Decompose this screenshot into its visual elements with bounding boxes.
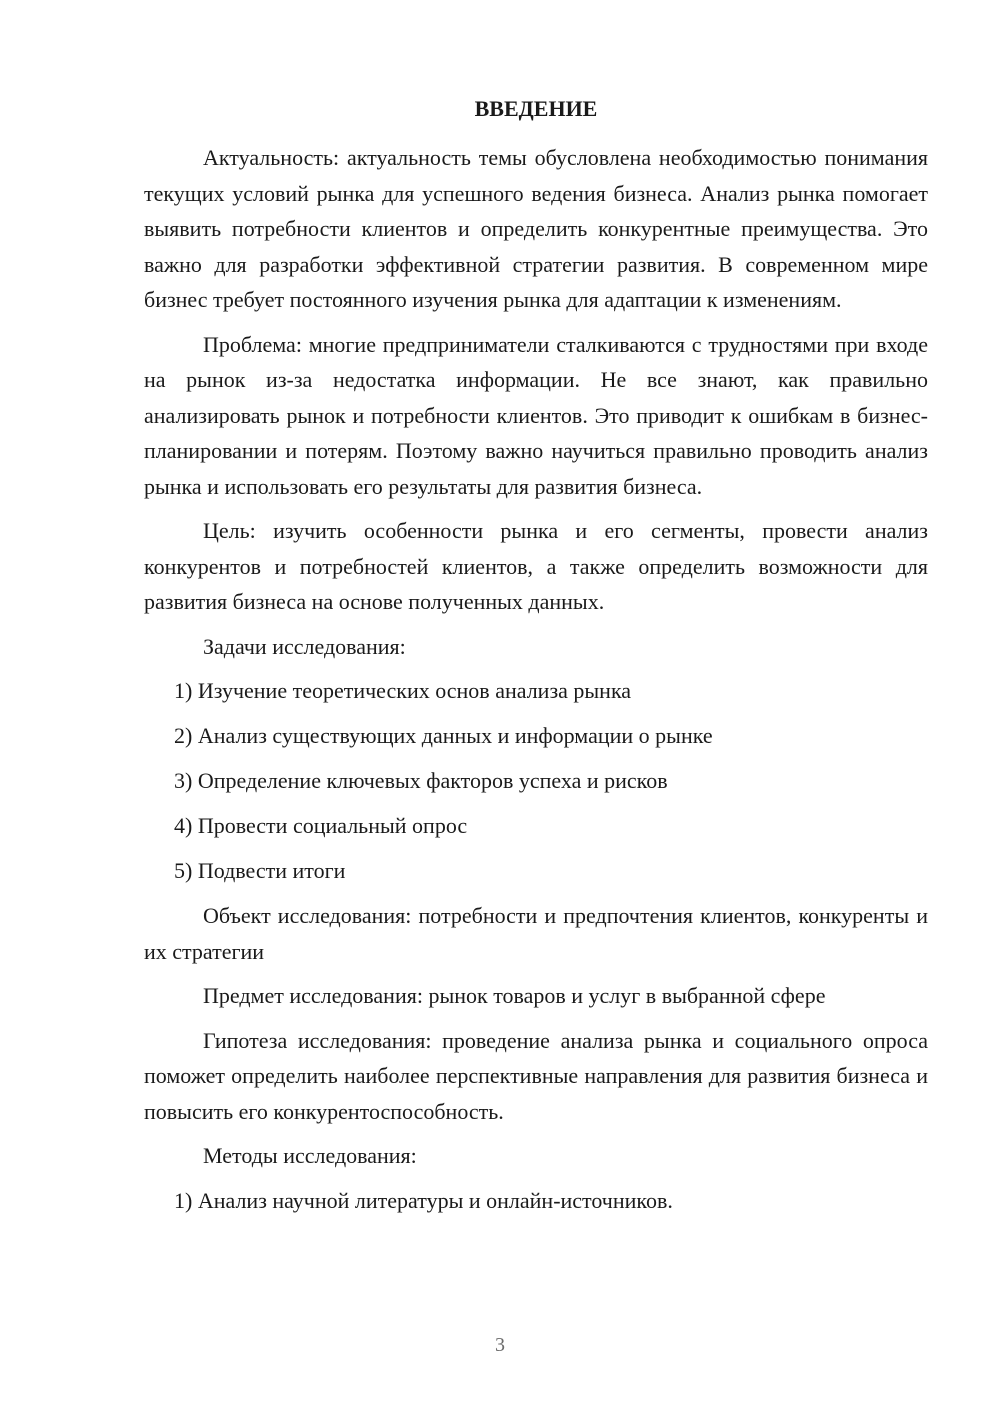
subject-paragraph: Предмет исследования: рынок товаров и услуг в выбранной сфере — [203, 983, 826, 1008]
task-item: 4) Провести социальный опрос — [174, 813, 468, 838]
problem-paragraph: Проблема: многие предприниматели сталкиваются с трудностями при входе на рынок из-за недостатка информации. Не все знают, как правильно анализировать рынок и потребности клиентов. Это приводит к ошибкам в бизнес-планировании и потерям. Поэтому важно научиться правильно проводить анализ рынка и использовать его результаты для развития бизнеса. — [144, 331, 928, 499]
hypothesis-paragraph: Гипотеза исследования: проведение анализа рынка и социального опроса поможет определить наиболее перспективные направления для развития бизнеса и повысить его конкурентоспособность. — [144, 1027, 928, 1124]
method-item: 1) Анализ научной литературы и онлайн-источников. — [174, 1187, 673, 1213]
relevance-paragraph: Актуальность: актуальность темы обусловлена необходимостью понимания текущих условий рынка для успешного ведения бизнеса. Анализ рынка помогает выявить потребности клиентов и определить конкурентные преимущества. Это важно для разработки эффективной стратегии развития. В современном мире бизнес требует постоянного изучения рынка для адаптации к изменениям. — [144, 145, 928, 312]
section-title: ВВЕДЕНИЕ — [474, 96, 598, 121]
task-item: 1) Изучение теоретических основ анализа рынка — [174, 678, 632, 703]
task-item: 2) Анализ существующих данных и информации о рынке — [174, 723, 713, 748]
object-paragraph: Объект исследования: потребности и предпочтения клиентов, конкуренты и их стратегии — [144, 903, 928, 964]
methods-heading: Методы исследования: — [203, 1143, 417, 1168]
task-item: 3) Определение ключевых факторов успеха и рисков — [174, 768, 668, 793]
page-number: 3 — [495, 1334, 505, 1356]
goal-paragraph: Цель: изучить особенности рынка и его сегменты, провести анализ конкурентов и потребностей клиентов, а также определить возможности для развития бизнеса на основе полученных данных. — [144, 518, 928, 614]
task-item: 5) Подвести итоги — [174, 858, 346, 883]
tasks-heading: Задачи исследования: — [203, 633, 406, 659]
document-page — [144, 92, 928, 1228]
